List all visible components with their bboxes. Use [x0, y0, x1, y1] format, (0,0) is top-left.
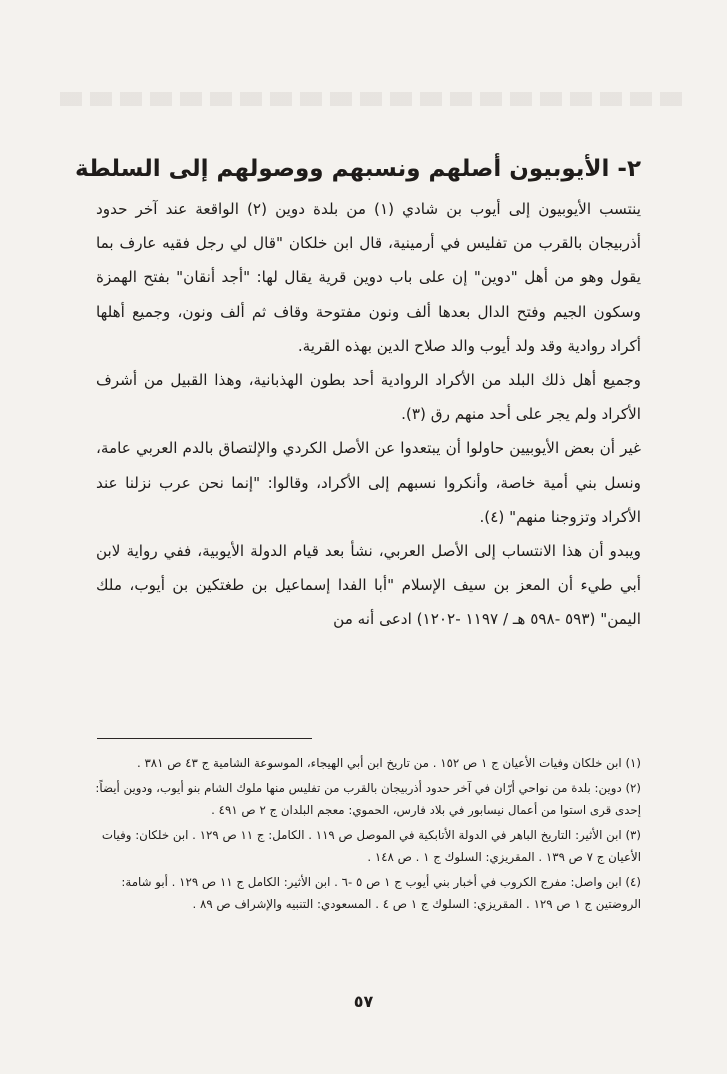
- page-number: ٥٧: [353, 992, 374, 1011]
- paragraph: وجميع أهل ذلك البلد من الأكراد الروادية أحد بطون الهذبانية، وهذا القبيل من أشرف الأكراد ولم يجر على أحد منهم رق (٣).: [96, 371, 641, 424]
- footnote: (١) ابن خلكان وفيات الأعيان ج ١ ص ١٥٢ . من تاريخ ابن أبي الهيجاء، الموسوعة الشامية ج ٤٣ ص ٣٨١ .: [136, 756, 641, 770]
- paragraph: غير أن بعض الأيوبيين حاولوا أن يبتعدوا عن الأصل الكردي والإلتصاق بالدم العربي عامة، ونسل بني أمية خاصة، وأنكروا نسبهم إلى الأكراد، وقالوا: "إنما نحن عرب نزلنا عند الأكراد وتزوجنا منهم" (٤).: [96, 439, 641, 526]
- body-text: [96, 192, 641, 637]
- paragraph: ينتسب الأيوبيون إلى أيوب بن شادي (١) من بلدة دوين (٢) الواقعة عند آخر حدود أذربيجان بالقرب من تفليس في أرمينية، قال ابن خلكان "قال لي رجل فقيه عارف بما يقول وهو من أهل "دوين" إن على باب دوين قرية يقال لها: "أجد أنقان" بفتح الهمزة وسكون الجيم وفتح الدال بعدها ألف ونون مفتوحة وقاف ثم ألف ونون، وجميع أهلها أكراد روادية وقد ولد أيوب والد صلاح الدين بهذه القرية.: [96, 200, 641, 355]
- section-heading: ٢- الأيوبيون أصلهم ونسبهم ووصولهم إلى السلطة: [75, 156, 641, 183]
- footnotes: [89, 752, 641, 918]
- footnote: (٢) دوين: بلدة من نواحي أرّان في آخر حدود أذربيجان بالقرب من تفليس منها ملوك الشام بنو أيوب، ودوين أيضاً: إحدى قرى استوا من أعمال نيسابور في بلاد فارس، الحموي: معجم البلدان ج ٢ ص ٤٩١ .: [95, 780, 641, 817]
- show-through-text: [60, 92, 687, 106]
- paragraph: ويبدو أن هذا الانتساب إلى الأصل العربي، نشأ بعد قيام الدولة الأيوبية، ففي رواية لابن أبي طيء أن المعز بن سيف الإسلام "أبا الفدا إسماعيل بن طغتكين بن أيوب، ملك اليمن" (٥٩٣ -٥٩٨ هـ / ١١٩٧ -١٢٠٢) ادعى أنه من: [96, 542, 641, 629]
- footnote-separator: [97, 738, 312, 739]
- footnote: (٣) ابن الأثير: التاريخ الباهر في الدولة الأتابكية في الموصل ص ١١٩ . الكامل: ج ١١ ص ١٢٩ . ابن خلكان: وفيات الأعيان ج ٧ ص ١٣٩ . المقريزي: السلوك ج ١ . ص ١٤٨ .: [101, 827, 641, 864]
- footnote: (٤) ابن واصل: مفرج الكروب في أخبار بني أيوب ج ١ ص ٥ -٦ . ابن الأثير: الكامل ج ١١ ص ١٢٩ . أبو شامة: الروضتين ج ١ ص ١٢٩ . المقريزي: السلوك ج ١ ص ٤ . المسعودي: التنبيه والإشراف ص ٨٩ .: [121, 874, 641, 911]
